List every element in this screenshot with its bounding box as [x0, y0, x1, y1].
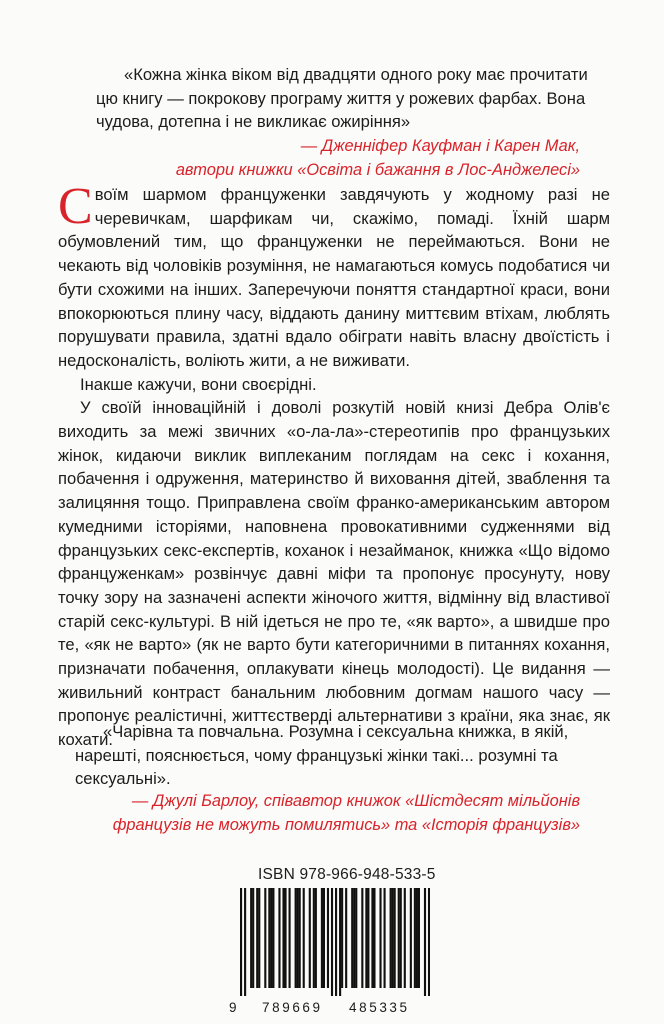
- barcode-bar: [309, 888, 311, 988]
- barcode-bar: [394, 888, 396, 988]
- barcode-bar: [268, 888, 270, 988]
- description-paragraph-2: Інакше кажучи, вони своєрідні.: [80, 374, 317, 394]
- quote-bottom-source: французів не можуть помилятись» та «Історія французів»: [112, 815, 580, 834]
- barcode-bar: [321, 888, 323, 988]
- description-paragraph-1-text: воїм шармом француженки завдячують у жодному разі не черевичкам, шарфикам чи, скажімо, помаді. Їхній шарм обумовлений тим, що француженки не переймаються. Вони не чекають від чоловіків розуміння, не намагаються комусь подобатися чи бути схожими на інших. Заперечуючи поняття стандартної краси, вони впокорюються плину часу, віддають данину миттєвим втіхам, люблять порушувати правила, здатні вдало обіграти навіть власну двоїстість і недосконалість, воліють жити, а не виживати.: [58, 185, 610, 370]
- description-paragraph-1: [58, 178, 610, 373]
- barcode-bar: [240, 888, 242, 996]
- quote-top: [96, 63, 590, 134]
- barcode-bar: [258, 888, 260, 988]
- barcode-bar: [416, 888, 418, 988]
- barcode-bar: [252, 888, 254, 988]
- barcode-bar: [339, 888, 341, 996]
- description: [58, 178, 610, 752]
- barcode-bar: [428, 888, 430, 996]
- isbn-label: ISBN 978-966-948-533-5: [258, 866, 436, 883]
- barcode-bar: [272, 888, 274, 988]
- quote-bottom: [75, 720, 590, 791]
- barcode-bar: [256, 888, 258, 988]
- barcode-bar: [424, 888, 426, 996]
- drop-cap: С: [58, 178, 93, 235]
- barcode-bar: [398, 888, 400, 988]
- barcode-bar: [355, 888, 357, 988]
- barcode-bar: [264, 888, 266, 988]
- barcode-digits-left: 789669: [262, 1000, 323, 1015]
- barcode-bar: [313, 888, 315, 988]
- barcode-bar: [297, 888, 299, 988]
- barcode-bar: [371, 888, 373, 988]
- barcode-bar: [244, 888, 246, 996]
- barcode: [240, 888, 430, 996]
- barcode-bar: [278, 888, 280, 988]
- barcode-bar: [284, 888, 286, 988]
- barcode-bar: [270, 888, 272, 988]
- barcode-bar: [414, 888, 416, 988]
- barcode-bar: [250, 888, 252, 988]
- barcode-bar: [331, 888, 333, 996]
- barcode-bar: [351, 888, 353, 988]
- barcode-digit-first: 9: [229, 1000, 237, 1015]
- barcode-bar: [365, 888, 367, 988]
- barcode-bar: [341, 888, 343, 988]
- barcode-bar: [289, 888, 291, 988]
- barcode-bar: [315, 888, 317, 988]
- barcode-bar: [373, 888, 375, 988]
- barcode-bar: [323, 888, 325, 988]
- quote-bottom-text: «Чарівна та повчальна. Розумна і сексуальна книжка, в якій, нарешті, пояснюється, чому французькі жінки такі... розумні та сексуальні».: [75, 722, 569, 789]
- barcode-bar: [418, 888, 420, 988]
- barcode-bar: [303, 888, 305, 988]
- barcode-bar: [392, 888, 394, 988]
- barcode-bar: [299, 888, 301, 988]
- barcode-bar: [400, 888, 402, 988]
- quote-bottom-attribution: [113, 790, 580, 837]
- barcode-bar: [390, 888, 392, 988]
- barcode-digits-right: 485335: [349, 1000, 410, 1015]
- barcode-bar: [327, 888, 329, 988]
- barcode-bar: [353, 888, 355, 988]
- quote-bottom-author: — Джулі Барлоу, співавтор книжок «Шістдесят мільйонів: [131, 792, 580, 810]
- barcode-bar: [384, 888, 386, 988]
- barcode-bar: [345, 888, 347, 988]
- barcode-bar: [361, 888, 363, 988]
- barcode-bar: [295, 888, 297, 988]
- barcode-bar: [282, 888, 284, 988]
- barcode-bar: [335, 888, 337, 996]
- quote-top-source: автори книжки «Освіта і бажання в Лос-Анджелесі»: [175, 160, 580, 179]
- description-paragraph-3: У своїй інноваційній і доволі розкутій новій книзі Дебра Олів'є виходить за межі звичних «о-ла-ла»-стереотипів про французьких жінок, кидаючи виклик виплеканим поглядам на секс і кохання, побачення і одруження, материнство й виховання дітей, зваблення та залицяння тощо. Приправлена своїм франко-американським автором кумедними історіями, наповнена провокативними судженнями від французьких секс-експертів, коханок і незайманок, книжка «Що відомо француженкам» розвінчує давні міфи та пропонує просунуту, нову точку зору на зазначені аспекти жіночого життя, відмінну від властивої старій секс-культурі. В ній ідеться не про те, «як варто», а швидше про те, «як не варто» (як не варто бути категоричними в питаннях кохання, призначати побачення, оплакувати кінець молодості). Це видання — живильний контраст банальним любовним догмам нашого часу — пропонує реалістичні, життєстверді альтернативи з країни, яка знає, як кохати.: [58, 398, 610, 750]
- barcode-bar: [404, 888, 406, 988]
- barcode-bar: [379, 888, 381, 988]
- quote-top-attribution: [176, 135, 580, 182]
- quote-top-author: — Дженніфер Кауфман і Карен Мак,: [300, 137, 580, 155]
- barcode-bar: [410, 888, 412, 988]
- quote-top-text: «Кожна жінка віком від двадцяти одного року має прочитати цю книгу — покрокову програму життя у рожевих фарбах. Вона чудова, дотепна і не викликає ожиріння»: [96, 65, 588, 132]
- barcode-bar: [367, 888, 369, 988]
